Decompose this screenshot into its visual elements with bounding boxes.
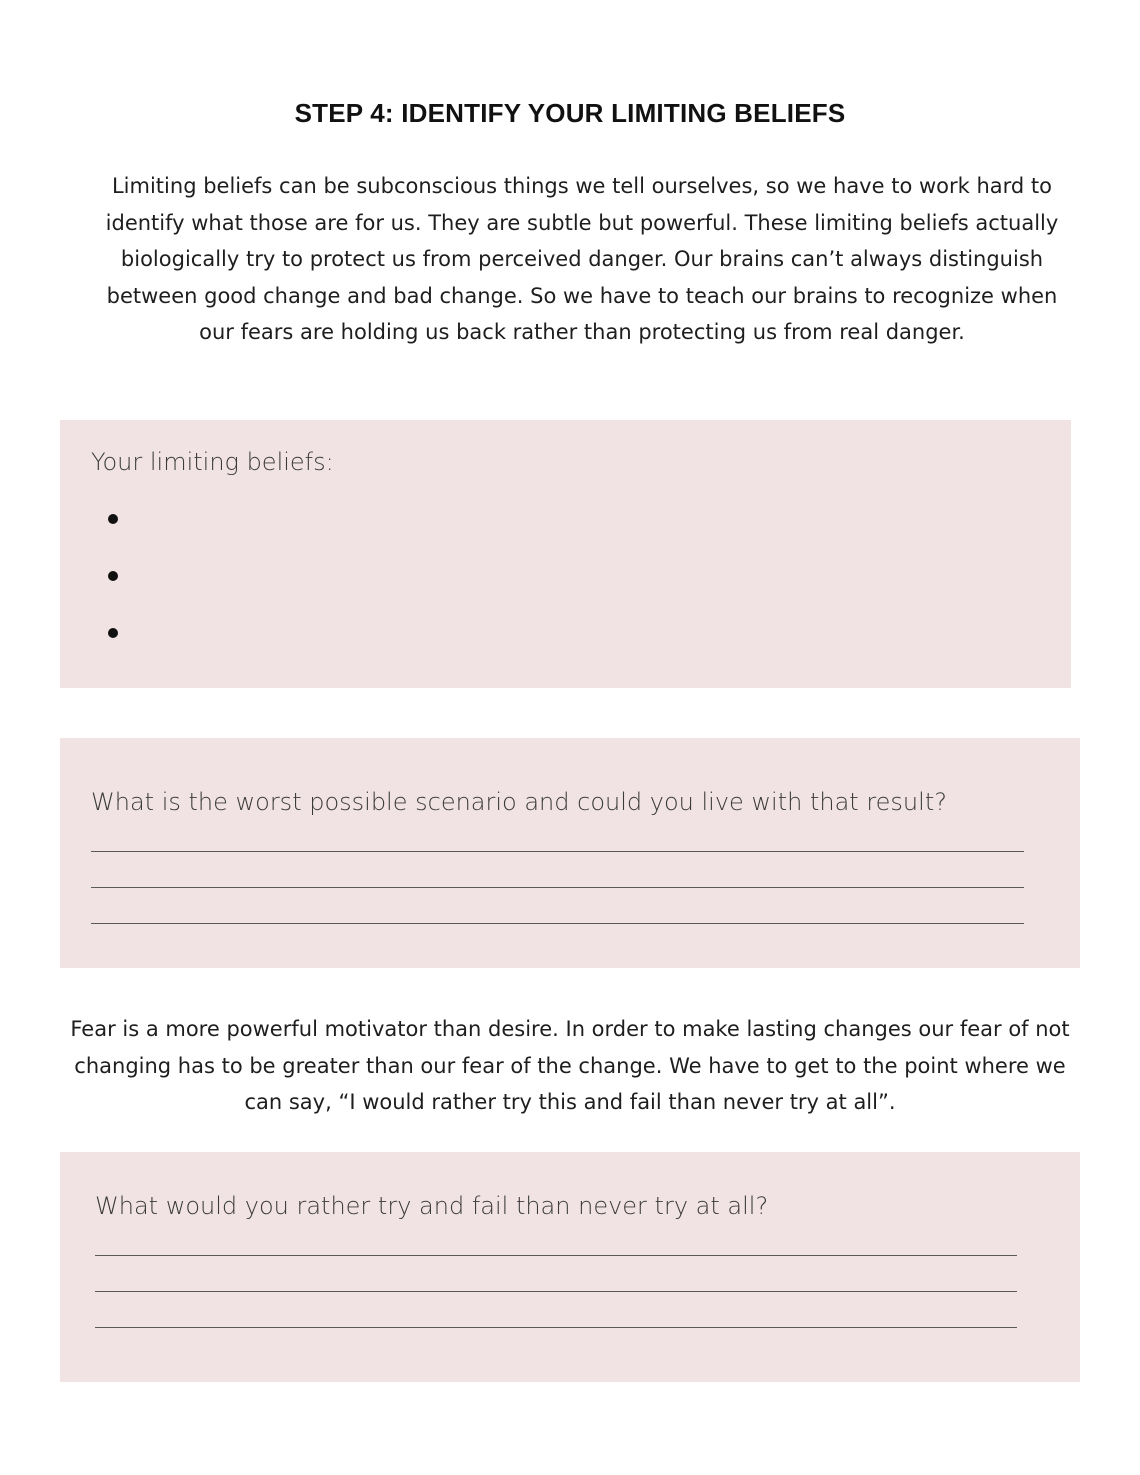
answer-line <box>91 923 1024 924</box>
worst-scenario-question: What is the worst possible scenario and could you live with that result? <box>91 788 947 816</box>
try-and-fail-panel <box>60 1152 1080 1382</box>
intro-paragraph: Limiting beliefs can be subconscious things we tell ourselves, so we have to work hard to identify what those are for us. They are subtle but powerful. These limiting beliefs actually biologically try to protect us from perceived danger. Our brains can’t always distinguish between good change and bad change. So we have to teach our brains to recognize when our fears are holding us back rather than protecting us from real danger. <box>105 174 1059 345</box>
bullet-point-icon <box>108 571 118 581</box>
page-title: STEP 4: IDENTIFY YOUR LIMITING BELIEFS <box>294 98 846 128</box>
limiting-beliefs-panel <box>60 420 1071 688</box>
bullet-point-icon <box>108 514 118 524</box>
answer-line <box>95 1255 1017 1256</box>
bullet-point-icon <box>108 628 118 638</box>
fear-paragraph: Fear is a more powerful motivator than desire. In order to make lasting changes our fear of not changing has to be greater than our fear of the change. We have to get to the point where we can say, “I would rather try this and fail than never try at all”. <box>70 1017 1070 1115</box>
worst-scenario-panel <box>60 738 1080 968</box>
answer-line <box>91 851 1024 852</box>
answer-line <box>91 887 1024 888</box>
limiting-beliefs-heading: Your limiting beliefs: <box>91 448 334 476</box>
try-and-fail-question: What would you rather try and fail than never try at all? <box>95 1192 769 1220</box>
answer-line <box>95 1327 1017 1328</box>
answer-line <box>95 1291 1017 1292</box>
